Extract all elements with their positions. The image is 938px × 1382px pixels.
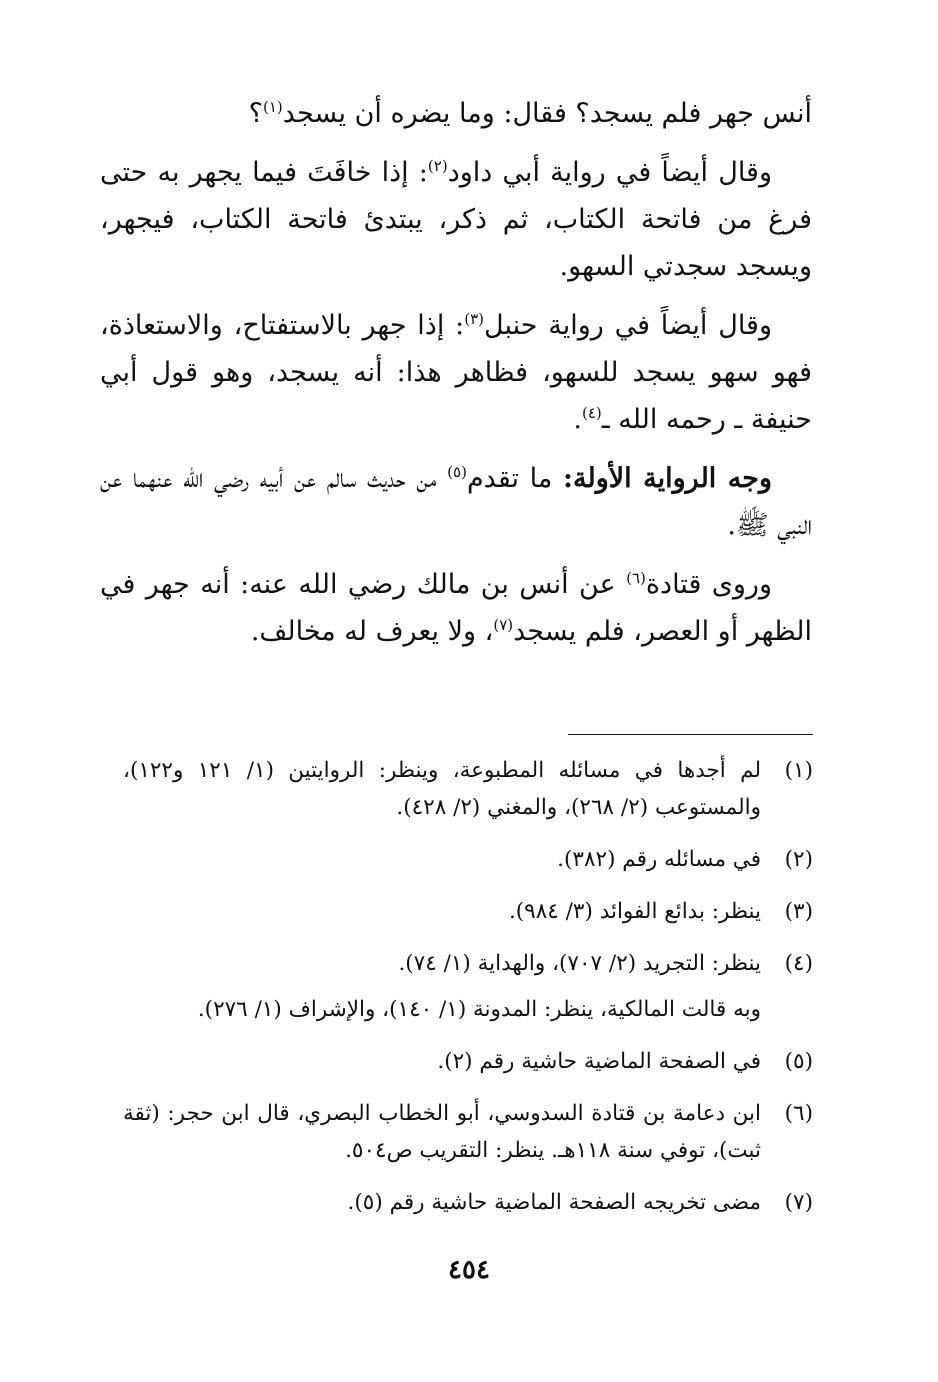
paragraph-5-text: وروى قتادة — [645, 569, 772, 600]
paragraph-3-text: وقال أيضاً في رواية حنبل — [484, 310, 772, 341]
paragraph-2-rest: : إذا خافَتَ فيما يجهر به حتى فرغ من فاتحة الكتاب، ثم ذكر، يبتدئ فاتحة الكتاب، فيجهر، ويسجد سجدتي السهو. — [100, 157, 812, 282]
footnote-number: (٦) — [784, 1101, 813, 1126]
footnote-separator — [568, 734, 813, 735]
main-text — [100, 90, 812, 667]
paragraph-4-lead: وجه الرواية الأولة: — [563, 463, 772, 494]
footnote-number: (٥) — [784, 1049, 813, 1074]
footnote-ref-4[interactable]: (٤) — [581, 404, 602, 422]
paragraph-3 — [100, 302, 812, 443]
footnote-ref-6[interactable]: (٦) — [626, 569, 646, 587]
paragraph-1 — [100, 90, 812, 137]
footnote-3 — [123, 893, 813, 930]
paragraph-2 — [100, 149, 812, 290]
paragraph-1-end: ؟ — [248, 98, 263, 129]
footnote-text: مضى تخريجه الصفحة الماضية حاشية رقم (٥). — [347, 1190, 761, 1215]
footnote-ref-3[interactable]: (٣) — [464, 310, 484, 328]
footnote-ref-5[interactable]: (٥) — [447, 463, 467, 481]
footnote-number: (٤) — [784, 951, 813, 976]
footnote-2 — [123, 841, 813, 878]
footnote-number: (١) — [784, 758, 813, 783]
footnote-text: في الصفحة الماضية حاشية رقم (٢). — [437, 1049, 761, 1074]
footnote-text: ينظر: بدائع الفوائد (٣/ ٩٨٤). — [508, 899, 761, 924]
footnote-4 — [123, 945, 813, 982]
footnote-ref-7[interactable]: (٧) — [493, 616, 514, 634]
footnote-number: (٢) — [784, 847, 813, 872]
footnote-5 — [123, 1043, 813, 1080]
paragraph-5 — [100, 561, 812, 655]
footnotes — [123, 752, 813, 1236]
page-number: ٤٥٤ — [448, 1255, 490, 1285]
footnote-6 — [123, 1095, 813, 1169]
footnote-text: لم أجدها في مسائله المطبوعة، وينظر: الروايتين (١/ ١٢١ و١٢٢)، والمستوعب (٢/ ٢٦٨)، والمغني (٢/ ٤٢٨). — [123, 758, 762, 820]
footnote-7 — [123, 1184, 813, 1221]
paragraph-3-rest: : إذا جهر بالاستفتاح، والاستعاذة، فهو سهو يسجد للسهو، فظاهر هذا: أنه يسجد، وهو قول أبي حنيفة ـ رحمه الله ـ — [100, 310, 812, 435]
footnote-4-continuation: وبه قالت المالكية، ينظر: المدونة (١/ ١٤٠)، والإشراف (١/ ٢٧٦). — [197, 997, 761, 1022]
paragraph-2-text: وقال أيضاً في رواية أبي داود — [447, 157, 772, 188]
footnote-text: ينظر: التجريد (٢/ ٧٠٧)، والهداية (١/ ٧٤). — [398, 951, 761, 976]
paragraph-4 — [100, 455, 812, 549]
footnote-number: (٣) — [784, 899, 813, 924]
paragraph-4-text: ما تقدم — [466, 463, 564, 494]
footnote-ref-2[interactable]: (٢) — [427, 157, 448, 175]
paragraph-5-end: ، ولا يعرف له مخالف. — [250, 616, 494, 647]
paragraph-4-rest: من حديث سالم عن أبيه رضي الله عنهما عن النبي ﷺ. — [100, 463, 812, 541]
footnote-ref-1[interactable]: (١) — [263, 98, 283, 116]
footnote-number: (٧) — [784, 1190, 813, 1215]
footnote-1 — [123, 752, 813, 826]
paragraph-3-end: . — [573, 404, 582, 435]
paragraph-1-text: أنس جهر فلم يسجد؟ فقال: وما يضره أن يسجد — [282, 98, 812, 129]
footnote-text: ابن دعامة بن قتادة السدوسي، أبو الخطاب البصري، قال ابن حجر: (ثقة ثبت)، توفي سنة ١١٨هـ. ينظر: التقريب ص٥٠٤. — [123, 1101, 761, 1163]
paragraph-5-mid: عن أنس بن مالك رضي الله عنه: أنه جهر في الظهر أو العصر، فلم يسجد — [100, 569, 812, 647]
footnote-text: في مسائله رقم (٣٨٢). — [557, 847, 761, 872]
